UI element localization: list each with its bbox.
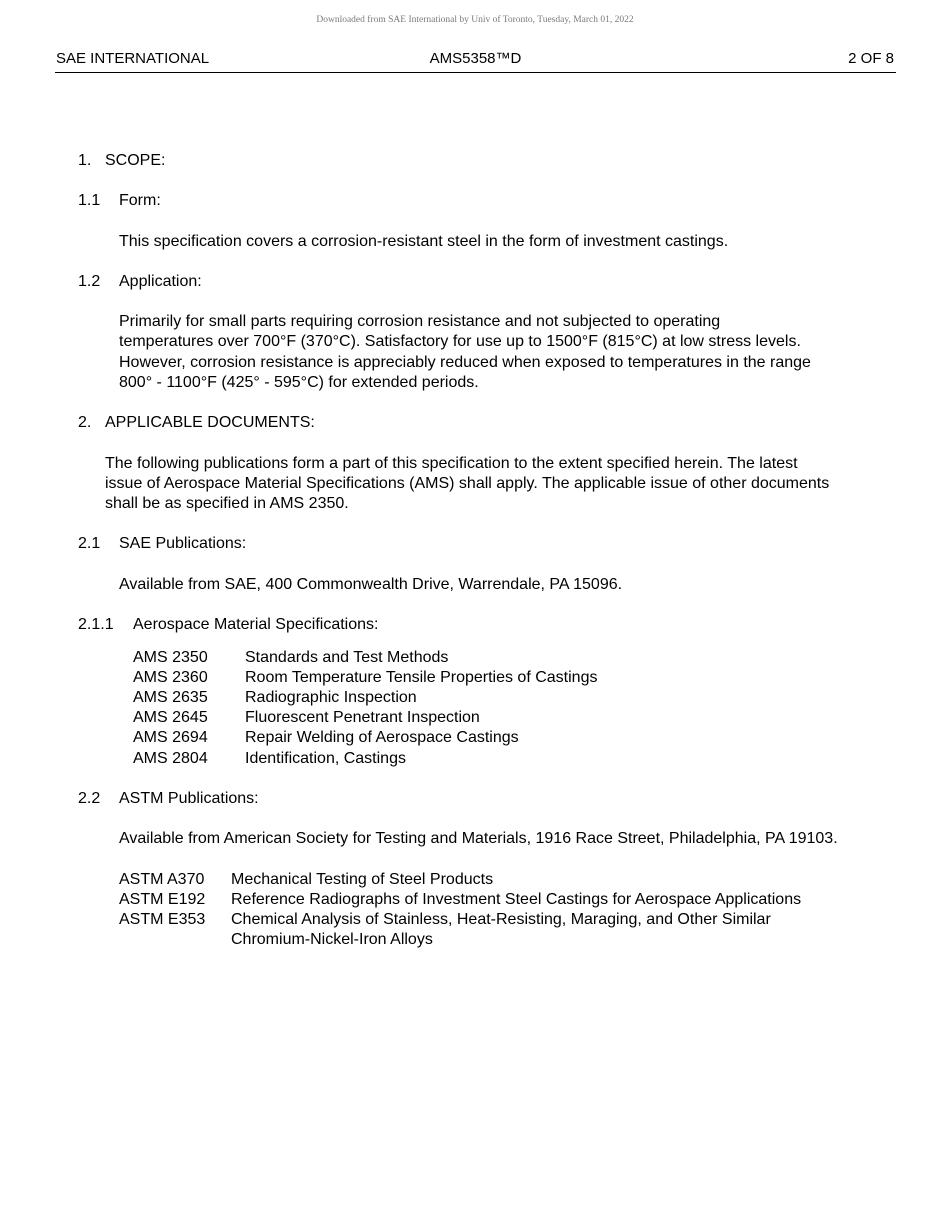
ams-spec-code: AMS 2804 (133, 750, 208, 767)
ams-spec-title: Room Temperature Tensile Properties of Castings (245, 669, 598, 686)
header-organization: SAE INTERNATIONAL (56, 50, 210, 67)
section-1-1-title: Form: (119, 192, 161, 209)
section-2-body-line: The following publications form a part of this specification to the extent specified herein. The latest (105, 455, 798, 472)
download-watermark: Downloaded from SAE International by Univ of Toronto, Tuesday, March 01, 2022 (316, 15, 634, 25)
section-2-body-line: shall be as specified in AMS 2350. (105, 495, 349, 512)
astm-spec-code: ASTM E353 (119, 911, 206, 928)
section-2-2-title: ASTM Publications: (119, 790, 259, 807)
section-2-2-body: Available from American Society for Testing and Materials, 1916 Race Street, Philadelphia, PA 19103. (119, 830, 838, 847)
ams-spec-title: Fluorescent Penetrant Inspection (245, 709, 480, 726)
ams-spec-title: Radiographic Inspection (245, 689, 417, 706)
section-1-2-body-line: However, corrosion resistance is appreciably reduced when exposed to temperatures in the range (119, 354, 811, 371)
ams-spec-title: Identification, Castings (245, 750, 406, 767)
header-document-number: AMS5358™D (429, 50, 522, 67)
section-1-title: SCOPE: (105, 152, 166, 169)
ams-spec-code: AMS 2350 (133, 649, 208, 666)
section-1-2-body-line: temperatures over 700°F (370°C). Satisfactory for use up to 1500°F (815°C) at low stress levels. (119, 333, 801, 350)
section-2-1-1-title: Aerospace Material Specifications: (133, 616, 379, 633)
section-2-2-number: 2.2 (78, 790, 101, 807)
page-header (55, 50, 896, 73)
ams-spec-code: AMS 2635 (133, 689, 208, 706)
section-2-1-title: SAE Publications: (119, 535, 247, 552)
section-1-2-body-line: 800° - 1100°F (425° - 595°C) for extended periods. (119, 374, 479, 391)
astm-spec-code: ASTM E192 (119, 891, 206, 908)
header-page-number: 2 OF 8 (848, 50, 894, 67)
section-2-1-body: Available from SAE, 400 Commonwealth Drive, Warrendale, PA 15096. (119, 576, 623, 593)
ams-spec-code: AMS 2645 (133, 709, 208, 726)
section-1-2-title: Application: (119, 273, 202, 290)
astm-spec-title: Mechanical Testing of Steel Products (231, 871, 494, 888)
ams-spec-title: Standards and Test Methods (245, 649, 449, 666)
ams-spec-code: AMS 2360 (133, 669, 208, 686)
section-1-2-number: 1.2 (78, 273, 101, 290)
section-1-2-body-line: Primarily for small parts requiring corrosion resistance and not subjected to operating (119, 313, 721, 330)
section-1-1-body: This specification covers a corrosion-resistant steel in the form of investment castings. (119, 233, 729, 250)
astm-spec-title: Chemical Analysis of Stainless, Heat-Resisting, Maraging, and Other Similar (231, 911, 771, 928)
astm-spec-code: ASTM A370 (119, 871, 205, 888)
section-2-1-number: 2.1 (78, 535, 101, 552)
astm-spec-title-continued: Chromium-Nickel-Iron Alloys (231, 931, 433, 948)
astm-spec-title: Reference Radiographs of Investment Steel Castings for Aerospace Applications (231, 891, 802, 908)
section-2-1-1-number: 2.1.1 (78, 616, 114, 633)
ams-spec-title: Repair Welding of Aerospace Castings (245, 729, 519, 746)
section-2-body-line: issue of Aerospace Material Specifications (AMS) shall apply. The applicable issue of other documents (105, 475, 830, 492)
ams-spec-code: AMS 2694 (133, 729, 208, 746)
section-2-title: APPLICABLE DOCUMENTS: (105, 414, 315, 431)
section-1-1-number: 1.1 (78, 192, 101, 209)
section-2-number: 2. (78, 414, 92, 431)
section-1-number: 1. (78, 152, 92, 169)
